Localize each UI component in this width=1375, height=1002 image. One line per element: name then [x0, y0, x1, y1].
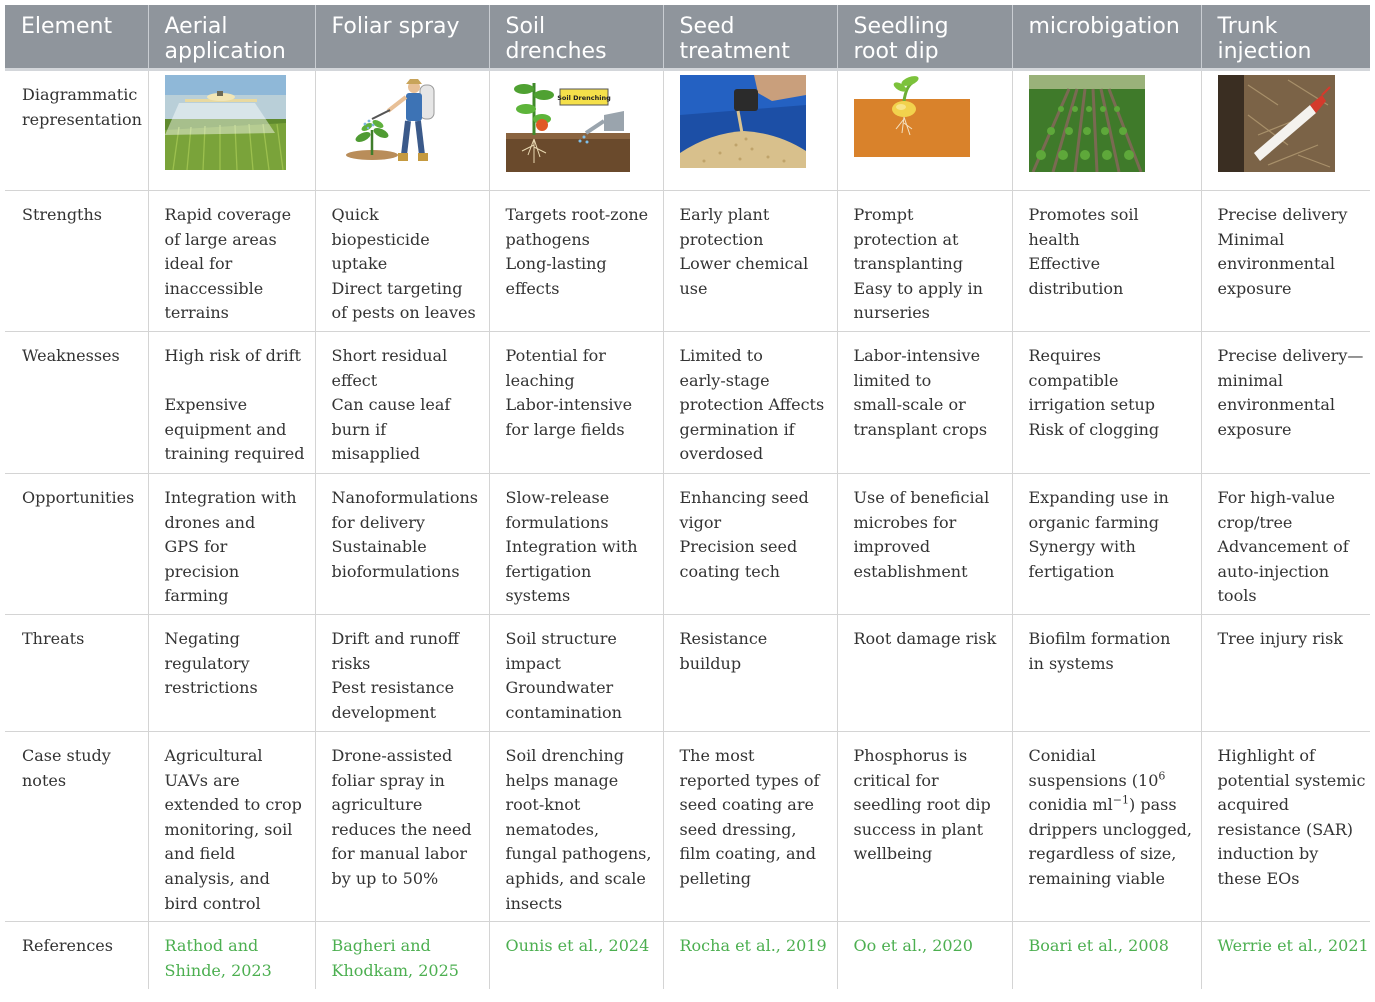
- text-line: microbes for: [853, 512, 957, 532]
- text-line: Aerial: [164, 14, 228, 39]
- text-line: terrains: [164, 303, 229, 323]
- text-line: Soil drenching: [505, 746, 625, 765]
- text-line: Integration with: [505, 537, 638, 557]
- opportunities-seedling: [837, 474, 1012, 615]
- text-line: pelleting: [679, 868, 752, 888]
- text-line: injection: [1217, 39, 1312, 64]
- text-line: small-scale or: [853, 395, 966, 415]
- text-line: Seed: [679, 14, 735, 39]
- text-line: Threats: [22, 629, 85, 648]
- text-line: auto-injection: [1217, 561, 1330, 581]
- text-line: Opportunities: [22, 488, 135, 507]
- text-line: environmental: [1217, 254, 1336, 274]
- strengths-trunk: [1201, 191, 1370, 332]
- text-line: and field: [164, 844, 236, 864]
- row-opportunities: [5, 474, 1370, 615]
- text-line: vigor: [679, 512, 722, 532]
- row-label-opportunities: [5, 474, 148, 615]
- text-line: Soil structure: [505, 629, 617, 648]
- row-label-diagrammatic: [5, 70, 148, 191]
- strengths-aerial: [148, 191, 315, 332]
- threats-seed: [663, 615, 837, 732]
- text-line: regardless of size,: [1028, 844, 1177, 864]
- text-line: fungal pathogens,: [505, 844, 652, 864]
- text-line: development: [331, 702, 437, 722]
- text-line: equipment and: [164, 419, 287, 439]
- text-line: Drone-assisted: [331, 746, 453, 765]
- text-line: treatment: [679, 39, 790, 64]
- text-line: Rathod and: [164, 936, 259, 955]
- text-line: training required: [164, 444, 305, 464]
- crop-dusting-plane-image: [165, 75, 286, 170]
- text-line: success in plant: [853, 819, 984, 839]
- text-line: formulations: [505, 512, 609, 532]
- text-line: helps manage: [505, 770, 619, 790]
- text-line: Seedling: [853, 14, 949, 39]
- germinating-seed-illustration: [854, 75, 970, 157]
- text-line: Weaknesses: [22, 346, 120, 365]
- text-line: seed dressing,: [679, 819, 797, 839]
- strengths-micro: [1012, 191, 1201, 332]
- text-line: remaining viable: [1028, 868, 1166, 888]
- text-line: drippers unclogged,: [1028, 819, 1193, 839]
- text-line: Boari et al., 2008: [1028, 936, 1169, 955]
- row-weaknesses: [5, 332, 1370, 474]
- header-seedling-root-dip: [837, 5, 1012, 70]
- text-line: Nanoformulations: [331, 488, 479, 507]
- text-line: nurseries: [853, 303, 930, 323]
- text-line: bird control: [164, 893, 261, 913]
- text-line: Phosphorus is: [853, 746, 968, 765]
- text-line: precision: [164, 561, 240, 581]
- text-line: organic farming: [1028, 512, 1159, 532]
- text-line: use: [679, 278, 708, 298]
- text-line: monitoring, soil: [164, 819, 293, 839]
- row-case-study-notes: [5, 732, 1370, 922]
- text-line: of pests on leaves: [331, 303, 476, 323]
- text-line: early-stage: [679, 370, 770, 390]
- row-threats: [5, 615, 1370, 732]
- text-line: Trunk: [1217, 14, 1278, 39]
- drip-irrigation-field-photo: [1029, 75, 1145, 172]
- header-soil-drenches: [489, 5, 663, 70]
- text-line: agriculture: [331, 795, 423, 815]
- text-line: Direct targeting: [331, 278, 463, 298]
- text-line: potential systemic: [1217, 770, 1366, 790]
- header-seed-treatment: [663, 5, 837, 70]
- text-line: Khodkam, 2025: [331, 960, 459, 980]
- text-line: for delivery: [331, 512, 425, 532]
- row-strengths: [5, 191, 1370, 332]
- opportunities-seed: [663, 474, 837, 615]
- text-line: Easy to apply in: [853, 278, 983, 298]
- case-aerial: [148, 732, 315, 922]
- opportunities-aerial: [148, 474, 315, 615]
- text-line: drones and: [164, 512, 256, 532]
- text-line: Diagrammatic: [22, 85, 138, 104]
- text-line: analysis, and: [164, 868, 270, 888]
- text-line: Groundwater: [505, 678, 614, 698]
- header-aerial-application: [148, 5, 315, 70]
- text-line: risks: [331, 653, 371, 673]
- weaknesses-soil: [489, 332, 663, 474]
- text-line: Rapid coverage: [164, 205, 292, 224]
- text-line: crop/tree: [1217, 512, 1293, 532]
- text-line: for manual labor: [331, 844, 468, 864]
- text-line: Root damage risk: [853, 629, 997, 648]
- swot-comparison-table: [5, 5, 1370, 989]
- diagram-foliar: [315, 70, 489, 191]
- opportunities-micro: [1012, 474, 1201, 615]
- strengths-seedling: [837, 191, 1012, 332]
- text-line: root dip: [853, 39, 939, 64]
- threats-soil: [489, 615, 663, 732]
- text-line: buildup: [679, 653, 742, 673]
- opportunities-soil: [489, 474, 663, 615]
- case-soil: [489, 732, 663, 922]
- text-line: For high-value: [1217, 488, 1335, 507]
- reference-link-aerial[interactable]: [148, 922, 315, 989]
- text-line: restrictions: [164, 678, 258, 698]
- text-line: Enhancing seed: [679, 488, 809, 507]
- soil-drenching-illustration: [506, 75, 630, 172]
- reference-link-foliar[interactable]: [315, 922, 489, 989]
- text-line: Can cause leaf: [331, 395, 451, 415]
- diagram-seed: [663, 70, 837, 191]
- opportunities-trunk: [1201, 474, 1370, 615]
- text-line: distribution: [1028, 278, 1124, 298]
- text-line: misapplied: [331, 444, 420, 464]
- text-line: tools: [1217, 586, 1257, 606]
- text-line: Rocha et al., 2019: [679, 936, 827, 955]
- text-line: Expensive: [164, 395, 248, 415]
- text-line: induction by: [1217, 844, 1319, 864]
- text-line: ideal for: [164, 254, 233, 274]
- weaknesses-micro: [1012, 332, 1201, 474]
- text-line: Risk of clogging: [1028, 419, 1160, 439]
- text-line: Shinde, 2023: [164, 960, 272, 980]
- text-line: Use of beneficial: [853, 488, 990, 507]
- text-line: these EOs: [1217, 868, 1300, 888]
- case-micro-line1: Conidial: [1028, 746, 1096, 765]
- text-line: impact: [505, 653, 561, 673]
- text-line: systems: [505, 586, 571, 606]
- text-line: of large areas: [164, 229, 277, 249]
- text-line: Drift and runoff: [331, 629, 459, 648]
- text-line: transplanting: [853, 254, 963, 274]
- case-seedling: [837, 732, 1012, 922]
- text-line: microbigation: [1028, 14, 1180, 39]
- text-line: effects: [505, 278, 560, 298]
- text-line: by up to 50%: [331, 868, 439, 888]
- text-line: UAVs are: [164, 770, 240, 790]
- text-line: exposure: [1217, 419, 1292, 439]
- text-line: biopesticide: [331, 229, 430, 249]
- text-line: Prompt: [853, 205, 914, 224]
- case-micro-line3: conidia $ml^{-1}$) pass: [1028, 793, 1177, 815]
- text-line: bioformulations: [331, 561, 460, 581]
- text-line: overdosed: [679, 444, 764, 464]
- text-line: aphids, and scale: [505, 868, 646, 888]
- row-label-weaknesses: [5, 332, 148, 474]
- text-line: foliar spray in: [331, 770, 445, 790]
- text-line: fertigation: [505, 561, 592, 581]
- text-line: exposure: [1217, 278, 1292, 298]
- text-line: The most: [679, 746, 755, 765]
- text-line: Short residual: [331, 346, 448, 365]
- text-line: reported types of: [679, 770, 820, 790]
- text-line: Precision seed: [679, 537, 798, 557]
- text-line: environmental: [1217, 395, 1336, 415]
- text-line: Promotes soil: [1028, 205, 1139, 224]
- weaknesses-aerial: [148, 332, 315, 474]
- text-line: leaching: [505, 370, 575, 390]
- case-seed: [663, 732, 837, 922]
- text-line: Bagheri and: [331, 936, 431, 955]
- text-line: notes: [22, 770, 67, 790]
- text-line: Werrie et al., 2021: [1217, 936, 1369, 955]
- text-line: representation: [22, 109, 142, 129]
- text-line: extended to crop: [164, 795, 302, 815]
- strengths-soil: [489, 191, 663, 332]
- threats-trunk: [1201, 615, 1370, 732]
- text-line: Targets root-zone: [505, 205, 649, 224]
- case-foliar: [315, 732, 489, 922]
- weaknesses-aerial-part2: [164, 393, 305, 467]
- weaknesses-aerial-part1: [165, 344, 299, 369]
- case-trunk: [1201, 732, 1370, 922]
- weaknesses-seed: [663, 332, 837, 474]
- reference-link-soil[interactable]: [489, 922, 663, 989]
- text-line: Case study: [22, 746, 111, 765]
- reference-link-micro[interactable]: [1012, 922, 1201, 989]
- farmer-sprayer-illustration: [332, 75, 458, 170]
- header-microbigation: [1012, 5, 1201, 70]
- text-line: germination if: [679, 419, 795, 439]
- text-line: High risk of drift: [164, 346, 301, 365]
- text-line: Effective: [1028, 254, 1101, 274]
- text-line: wellbeing: [853, 844, 933, 864]
- text-line: reduces the need: [331, 819, 472, 839]
- text-line: resistance (SAR): [1217, 819, 1353, 839]
- threats-micro: [1012, 615, 1201, 732]
- text-line: Foliar spray: [331, 14, 460, 39]
- text-line: Synergy with: [1028, 537, 1136, 557]
- text-line: Integration with: [164, 488, 297, 507]
- text-line: improved: [853, 537, 931, 557]
- diagram-soil: [489, 70, 663, 191]
- case-micro-rest: [1028, 818, 1193, 892]
- text-line: health: [1028, 229, 1080, 249]
- weaknesses-trunk: [1201, 332, 1370, 474]
- soil-sign-text: Soil Drenching: [556, 94, 611, 102]
- header-row: [5, 5, 1370, 70]
- weaknesses-foliar: [315, 332, 489, 474]
- text-line: Soil: [505, 14, 546, 39]
- text-line: farming: [164, 586, 229, 606]
- text-line: minimal: [1217, 370, 1284, 390]
- text-line: Agricultural: [164, 746, 263, 765]
- text-line: regulatory: [164, 653, 250, 673]
- threats-aerial: [148, 615, 315, 732]
- text-line: Highlight of: [1217, 746, 1315, 765]
- text-line: uptake: [331, 254, 388, 274]
- text-line: protection: [679, 229, 764, 249]
- diagram-microbigation: [1012, 70, 1201, 191]
- text-line: in systems: [1028, 653, 1114, 673]
- text-line: drenches: [505, 39, 607, 64]
- header-foliar-spray: [315, 5, 489, 70]
- text-line: Sustainable: [331, 537, 427, 557]
- text-line: Potential for: [505, 346, 606, 365]
- text-line: irrigation setup: [1028, 395, 1156, 415]
- text-line: for large fields: [505, 419, 625, 439]
- text-line: Slow-release: [505, 488, 610, 507]
- row-label-strengths: [5, 191, 148, 332]
- text-line: transplant crops: [853, 419, 988, 439]
- text-line: Expanding use in: [1028, 488, 1169, 507]
- text-line: Tree injury risk: [1217, 629, 1343, 648]
- text-line: nematodes,: [505, 819, 600, 839]
- text-line: burn if: [331, 419, 387, 439]
- opportunities-foliar: [315, 474, 489, 615]
- weaknesses-seedling: [837, 332, 1012, 474]
- header-trunk-injection: [1201, 5, 1370, 70]
- strengths-foliar: [315, 191, 489, 332]
- text-line: seedling root dip: [853, 795, 991, 815]
- diagram-seedling: [837, 70, 1012, 191]
- text-line: GPS for: [164, 537, 228, 557]
- text-line: Limited to: [679, 346, 763, 365]
- text-line: coating tech: [679, 561, 780, 581]
- text-line: Strengths: [22, 205, 102, 224]
- text-line: fertigation: [1028, 561, 1115, 581]
- text-line: effect: [331, 370, 378, 390]
- text-line: limited to: [853, 370, 932, 390]
- seed-pouring-photo: [680, 75, 806, 168]
- text-line: Labor-intensive: [853, 346, 981, 365]
- threats-foliar: [315, 615, 489, 732]
- reference-link-seed[interactable]: [663, 922, 837, 989]
- text-line: Labor-intensive: [505, 395, 633, 415]
- case-micro-line2: suspensions ($10^6$: [1028, 769, 1166, 790]
- trunk-injection-photo: [1218, 75, 1335, 172]
- text-line: seed coating are: [679, 795, 814, 815]
- text-line: critical for: [853, 770, 939, 790]
- text-line: inaccessible: [164, 278, 264, 298]
- text-line: Oo et al., 2020: [853, 936, 973, 955]
- text-line: Ounis et al., 2024: [505, 936, 650, 955]
- text-line: root-knot: [505, 795, 581, 815]
- row-label-case-study: [5, 732, 148, 922]
- text-line: Negating: [164, 629, 240, 648]
- text-line: acquired: [1217, 795, 1290, 815]
- reference-link-seedling[interactable]: [837, 922, 1012, 989]
- text-line: Pest resistance: [331, 678, 455, 698]
- text-line: contamination: [505, 702, 622, 722]
- text-line: Resistance: [679, 629, 768, 648]
- case-micro: [1012, 732, 1201, 922]
- text-line: Early plant: [679, 205, 770, 224]
- text-line: References: [22, 936, 113, 955]
- text-line: protection Affects: [679, 395, 825, 415]
- threats-seedling: [837, 615, 1012, 732]
- row-references: [5, 922, 1370, 989]
- text-line: Precise delivery—: [1217, 346, 1364, 365]
- text-line: Lower chemical: [679, 254, 809, 274]
- reference-link-trunk[interactable]: [1201, 922, 1370, 989]
- diagram-trunk: [1201, 70, 1370, 191]
- row-diagrammatic-representation: [5, 70, 1370, 191]
- header-element: Element: [5, 5, 148, 70]
- text-line: Quick: [331, 205, 379, 224]
- text-line: Advancement of: [1217, 537, 1349, 557]
- text-line: application: [164, 39, 286, 64]
- text-line: protection at: [853, 229, 959, 249]
- text-line: film coating, and: [679, 844, 817, 864]
- row-label-threats: [5, 615, 148, 732]
- text-line: Biofilm formation: [1028, 629, 1171, 648]
- text-line: Long-lasting: [505, 254, 607, 274]
- text-line: compatible: [1028, 370, 1119, 390]
- strengths-seed: [663, 191, 837, 332]
- text-line: insects: [505, 893, 563, 913]
- diagram-aerial: [148, 70, 315, 191]
- text-line: Precise delivery: [1217, 205, 1348, 224]
- text-line: Requires: [1028, 346, 1102, 365]
- text-line: Minimal: [1217, 229, 1285, 249]
- text-line: establishment: [853, 561, 968, 581]
- text-line: pathogens: [505, 229, 590, 249]
- row-label-references: [5, 922, 148, 989]
